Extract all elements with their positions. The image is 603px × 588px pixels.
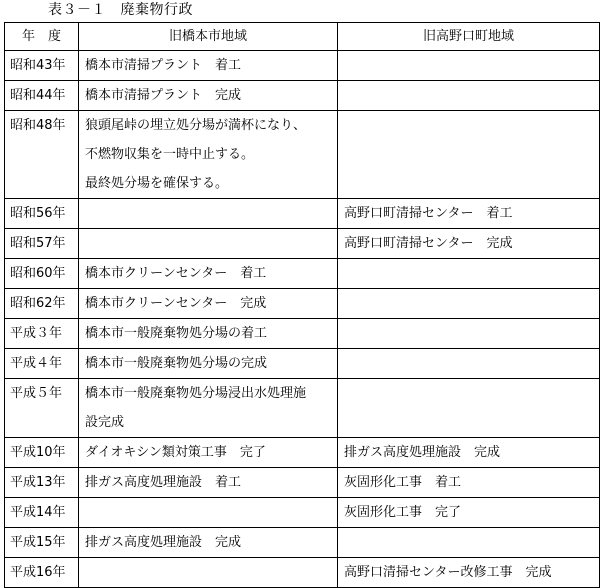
hashimoto-entry-line: 橋本市清掃プラント 完成: [85, 88, 242, 103]
hashimoto-cell: [79, 289, 338, 319]
table-row: [5, 199, 600, 229]
hashimoto-entry-line: 橋本市一般廃棄物処分場浸出水処理施: [85, 386, 307, 401]
table-row: [5, 111, 600, 199]
table-row: [5, 349, 600, 379]
hashimoto-entry-line: 最終処分場を確保する。: [85, 176, 229, 191]
table-row: [5, 51, 600, 81]
koya-cell: [338, 349, 600, 379]
koya-cell: [338, 199, 600, 229]
hashimoto-entry-line: 狼頭尾峠の埋立処分場が満杯になり、: [85, 118, 307, 133]
koya-cell: [338, 81, 600, 111]
hashimoto-cell: [79, 199, 338, 229]
hashimoto-entry-line: 排ガス高度処理施設 着工: [85, 475, 242, 490]
header-row: [5, 23, 600, 51]
koya-entry-line: 高野口町清掃センター 完成: [344, 236, 513, 251]
hashimoto-cell: [79, 379, 338, 438]
koya-cell: [338, 468, 600, 498]
year-cell: 平成３年: [5, 319, 79, 349]
hashimoto-entry-line: 橋本市清掃プラント 着工: [85, 58, 242, 73]
koya-cell: [338, 379, 600, 438]
hashimoto-entry-line: 橋本市一般廃棄物処分場の完成: [85, 356, 268, 371]
koya-cell: [338, 51, 600, 81]
header-koya: 旧高野口町地域: [338, 23, 600, 51]
hashimoto-cell: [79, 498, 338, 528]
year-cell: 平成10年: [5, 438, 79, 468]
hashimoto-cell: [79, 81, 338, 111]
year-cell: 昭和57年: [5, 229, 79, 259]
table-row: [5, 528, 600, 558]
hashimoto-cell: [79, 349, 338, 379]
koya-cell: [338, 259, 600, 289]
table-row: [5, 259, 600, 289]
table-row: [5, 229, 600, 259]
hashimoto-cell: [79, 229, 338, 259]
koya-cell: [338, 111, 600, 199]
hashimoto-cell: [79, 51, 338, 81]
year-cell: 昭和60年: [5, 259, 79, 289]
hashimoto-cell: [79, 438, 338, 468]
hashimoto-entry-line: ダイオキシン類対策工事 完了: [85, 445, 266, 460]
year-cell: 昭和56年: [5, 199, 79, 229]
hashimoto-entry-line: 不燃物収集を一時中止する。: [85, 147, 255, 162]
table-caption: 表３－１ 廃棄物行政: [48, 2, 193, 18]
year-cell: 平成13年: [5, 468, 79, 498]
hashimoto-cell: [79, 111, 338, 199]
hashimoto-entry-line: 排ガス高度処理施設 完成: [85, 535, 242, 550]
year-cell: 昭和62年: [5, 289, 79, 319]
koya-entry-line: 灰固形化工事 着工: [344, 475, 462, 490]
table-row: [5, 289, 600, 319]
table-row: [5, 379, 600, 438]
hashimoto-cell: [79, 528, 338, 558]
hashimoto-entry-line: 橋本市一般廃棄物処分場の着工: [85, 326, 268, 341]
koya-entry-line: 高野口清掃センター改修工事 完成: [344, 565, 552, 580]
year-cell: 平成５年: [5, 379, 79, 438]
year-cell: 昭和44年: [5, 81, 79, 111]
koya-entry-line: 高野口町清掃センター 着工: [344, 206, 513, 221]
koya-cell: [338, 438, 600, 468]
table-row: [5, 468, 600, 498]
year-cell: 平成14年: [5, 498, 79, 528]
koya-cell: [338, 528, 600, 558]
table-row: [5, 81, 600, 111]
table-row: [5, 558, 600, 588]
table-row: [5, 319, 600, 349]
waste-administration-table: [4, 22, 600, 588]
year-cell: 昭和43年: [5, 51, 79, 81]
koya-cell: [338, 289, 600, 319]
koya-entry-line: 灰固形化工事 完了: [344, 505, 462, 520]
hashimoto-cell: [79, 319, 338, 349]
header-year: 年 度: [5, 23, 79, 51]
table-body: [5, 51, 600, 588]
year-cell: 平成４年: [5, 349, 79, 379]
hashimoto-cell: [79, 259, 338, 289]
table-row: [5, 438, 600, 468]
hashimoto-cell: [79, 468, 338, 498]
hashimoto-entry-line: 設完成: [85, 415, 125, 430]
koya-cell: [338, 319, 600, 349]
year-cell: 平成15年: [5, 528, 79, 558]
year-cell: 平成16年: [5, 558, 79, 588]
koya-cell: [338, 498, 600, 528]
hashimoto-cell: [79, 558, 338, 588]
koya-cell: [338, 558, 600, 588]
hashimoto-entry-line: 橋本市クリーンセンター 着工: [85, 266, 267, 281]
hashimoto-entry-line: 橋本市クリーンセンター 完成: [85, 296, 267, 311]
koya-cell: [338, 229, 600, 259]
year-cell: 昭和48年: [5, 111, 79, 199]
koya-entry-line: 排ガス高度処理施設 完成: [344, 445, 501, 460]
table-row: [5, 498, 600, 528]
header-hashimoto: 旧橋本市地域: [79, 23, 338, 51]
